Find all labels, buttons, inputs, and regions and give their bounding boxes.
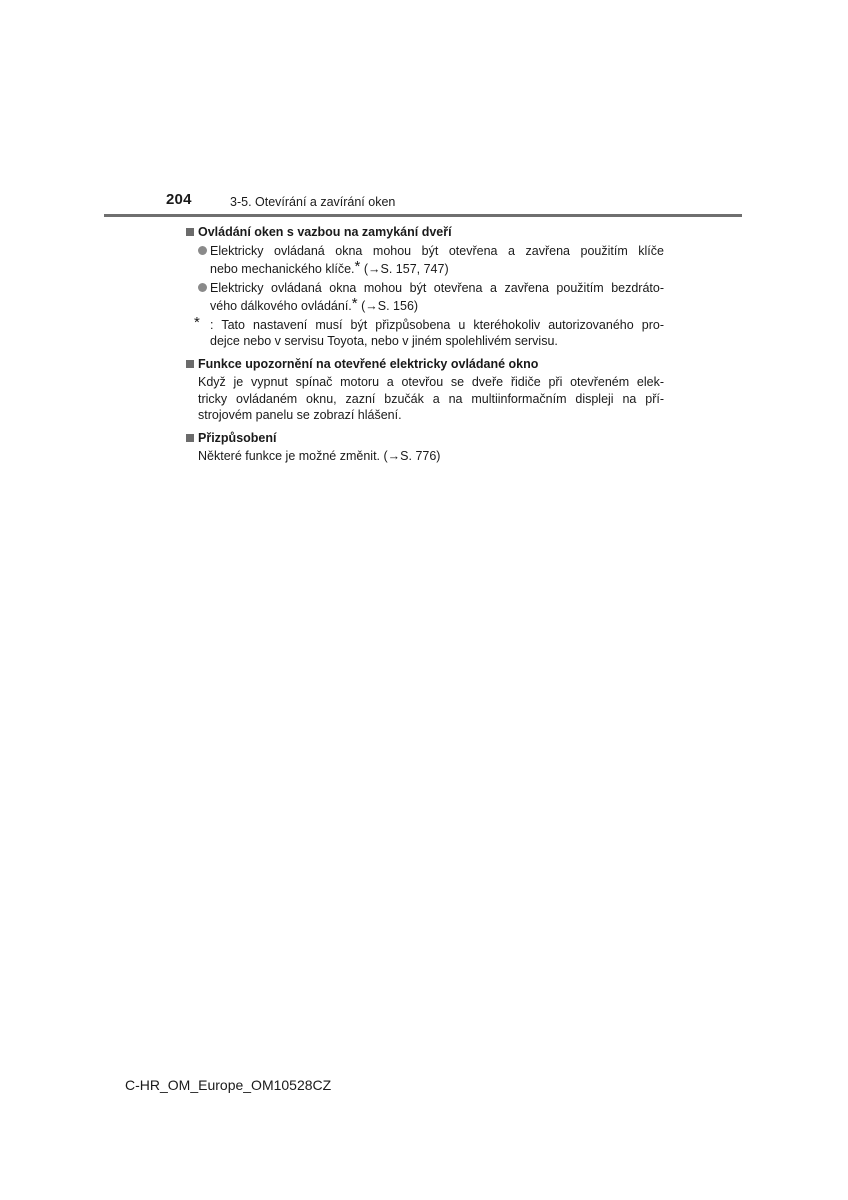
paragraph [186, 448, 664, 465]
section-heading [186, 430, 664, 447]
list-item [186, 280, 664, 315]
paragraph-line: tricky ovládaném oknu, zazní bzučák a na multiinformačním displeji na pří- [198, 391, 664, 406]
bullet-text-line: Elektricky ovládaná okna mohou být otevřena a zavřena použitím klíče [210, 243, 664, 258]
section-title: 3-5. Otevírání a zavírání oken [230, 195, 396, 209]
section-heading [186, 356, 664, 373]
paragraph-line: Když je vypnut spínač motoru a otevřou se dveře řidiče při otevřeném elek- [198, 375, 664, 389]
square-bullet-icon [186, 228, 194, 236]
section-window-lock-link [186, 224, 664, 350]
section-heading [186, 224, 664, 241]
bullet-text-line: Elektricky ovládaná okna mohou být otevřena a zavřena použitím bezdráto- [210, 280, 664, 295]
section-customization [186, 430, 664, 465]
section-open-window-warning [186, 356, 664, 424]
main-content [186, 224, 664, 471]
bullet-text-line [210, 296, 664, 315]
page-reference: (→S. 156) [357, 299, 419, 313]
paragraph-line: strojovém panelu se zobrazí hlášení. [198, 408, 402, 422]
footnote-text-line: : Tato nastavení musí být přizpůsobena u kteréhokoliv autorizovaného pro- [210, 317, 664, 332]
footnote-marker: * [354, 258, 361, 275]
section-heading-text: Funkce upozornění na otevřené elektricky ovládané okno [198, 356, 539, 371]
page-number: 204 [166, 191, 192, 208]
circle-bullet-icon [198, 246, 207, 255]
bullet-text: nebo mechanického klíče. [210, 262, 355, 276]
section-heading-text: Přizpůsobení [198, 430, 277, 445]
footnote-marker: * [351, 295, 358, 312]
bullet-text-line [210, 259, 664, 278]
circle-bullet-icon [198, 283, 207, 292]
footnote [186, 313, 664, 350]
page-reference: (→S. 157, 747) [360, 262, 449, 276]
footnote-text-line: dejce nebo v servisu Toyota, nebo v jiném spolehlivém servisu. [210, 334, 558, 348]
list-item [186, 243, 664, 278]
square-bullet-icon [186, 360, 194, 368]
footnote-marker: * [194, 313, 200, 331]
bullet-text: vého dálkového ovládání. [210, 299, 352, 313]
footer-document-code: C-HR_OM_Europe_OM10528CZ [125, 1077, 332, 1093]
section-heading-text: Ovládání oken s vazbou na zamykání dveří [198, 225, 452, 239]
square-bullet-icon [186, 434, 194, 442]
paragraph [186, 374, 664, 424]
paragraph-line: Některé funkce je možné změnit. (→S. 776) [198, 449, 441, 463]
header-rule [104, 214, 742, 217]
